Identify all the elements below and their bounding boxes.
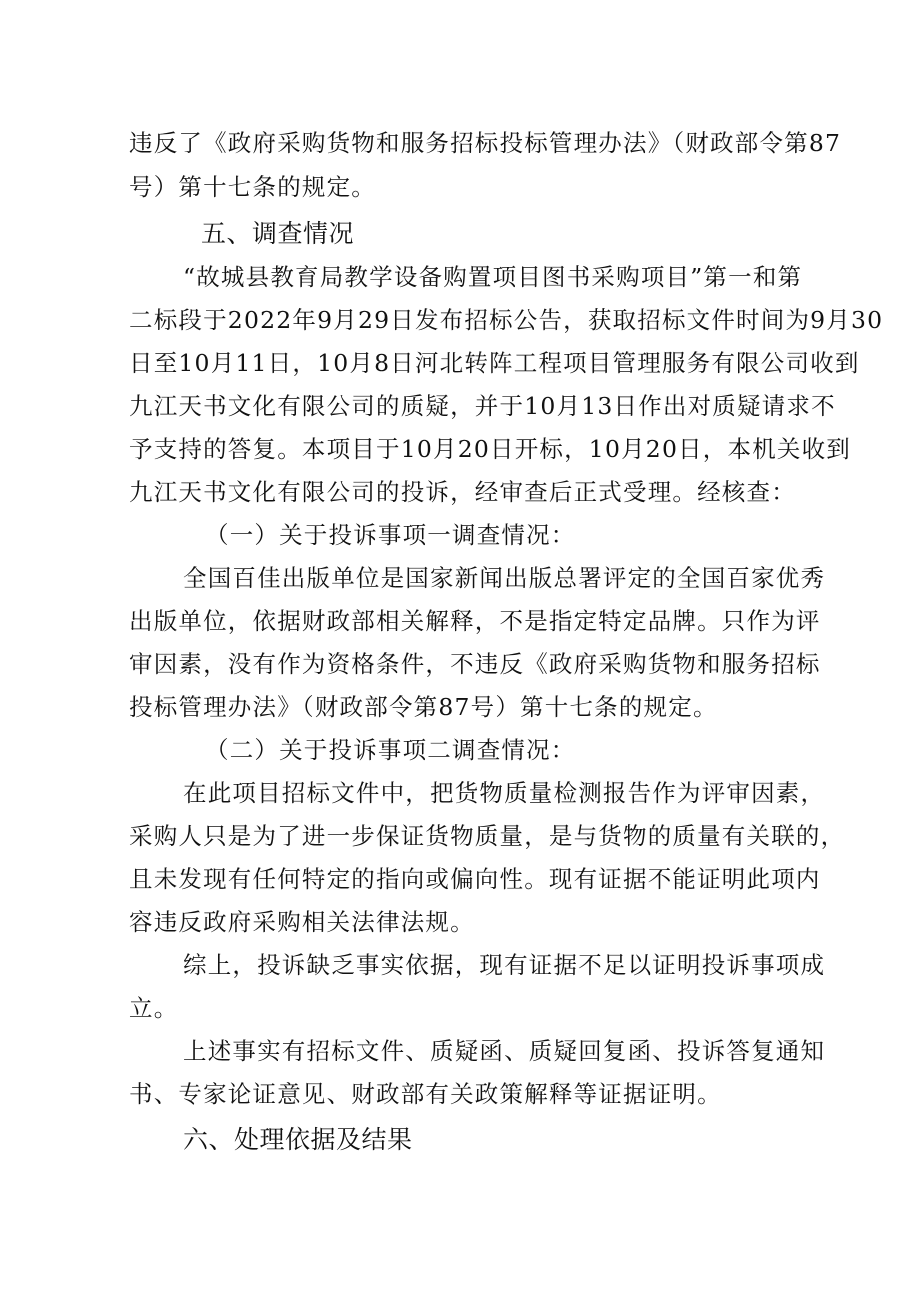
paragraph-line: 容违反政府采购相关法律法规。 [129,908,475,936]
paragraph-line: 二标段于2022年9月29日发布招标公告，获取招标文件时间为9月30 [129,306,884,334]
paragraph-line: “故城县教育局教学设备购置项目图书采购项目”第一和第 [183,263,803,291]
paragraph-line: 号）第十七条的规定。 [129,173,376,201]
paragraph-line: 违反了《政府采购货物和服务招标投标管理办法》（财政部令第87 [129,129,842,157]
paragraph-line: 立。 [129,994,179,1022]
section-heading-5: 五、调查情况 [201,219,355,248]
paragraph-line: 全国百佳出版单位是国家新闻出版总署评定的全国百家优秀 [183,564,826,592]
section-heading-6: 六、处理依据及结果 [183,1125,413,1154]
paragraph-line: 采购人只是为了进一步保证货物质量，是与货物的质量有关联的， [129,822,846,850]
paragraph-line: 在此项目招标文件中，把货物质量检测报告作为评审因素， [183,779,826,807]
paragraph-line: 且未发现有任何特定的指向或偏向性。现有证据不能证明此项内 [129,865,821,893]
paragraph-line: 书、专家论证意见、财政部有关政策解释等证据证明。 [129,1080,722,1108]
paragraph-line: 日至10月11日，10月8日河北转阵工程项目管理服务有限公司收到 [129,349,860,377]
paragraph-line: 上述事实有招标文件、质疑函、质疑回复函、投诉答复通知 [183,1037,826,1065]
paragraph-line: 九江天书文化有限公司的投诉，经审查后正式受理。经核查： [129,478,796,506]
paragraph-line: 审因素，没有作为资格条件，不违反《政府采购货物和服务招标 [129,650,821,678]
paragraph-line: 综上，投诉缺乏事实依据，现有证据不足以证明投诉事项成 [183,951,826,979]
subsection-heading-1: （一）关于投诉事项一调查情况： [205,521,576,549]
paragraph-line: 予支持的答复。本项目于10月20日开标，10月20日，本机关收到 [129,435,852,463]
paragraph-line: 投标管理办法》（财政部令第87号）第十七条的规定。 [129,693,718,721]
paragraph-line: 出版单位，依据财政部相关解释，不是指定特定品牌。只作为评 [129,607,821,635]
subsection-heading-2: （二）关于投诉事项二调查情况： [205,736,576,764]
paragraph-line: 九江天书文化有限公司的质疑，并于10月13日作出对质疑请求不 [129,392,836,420]
